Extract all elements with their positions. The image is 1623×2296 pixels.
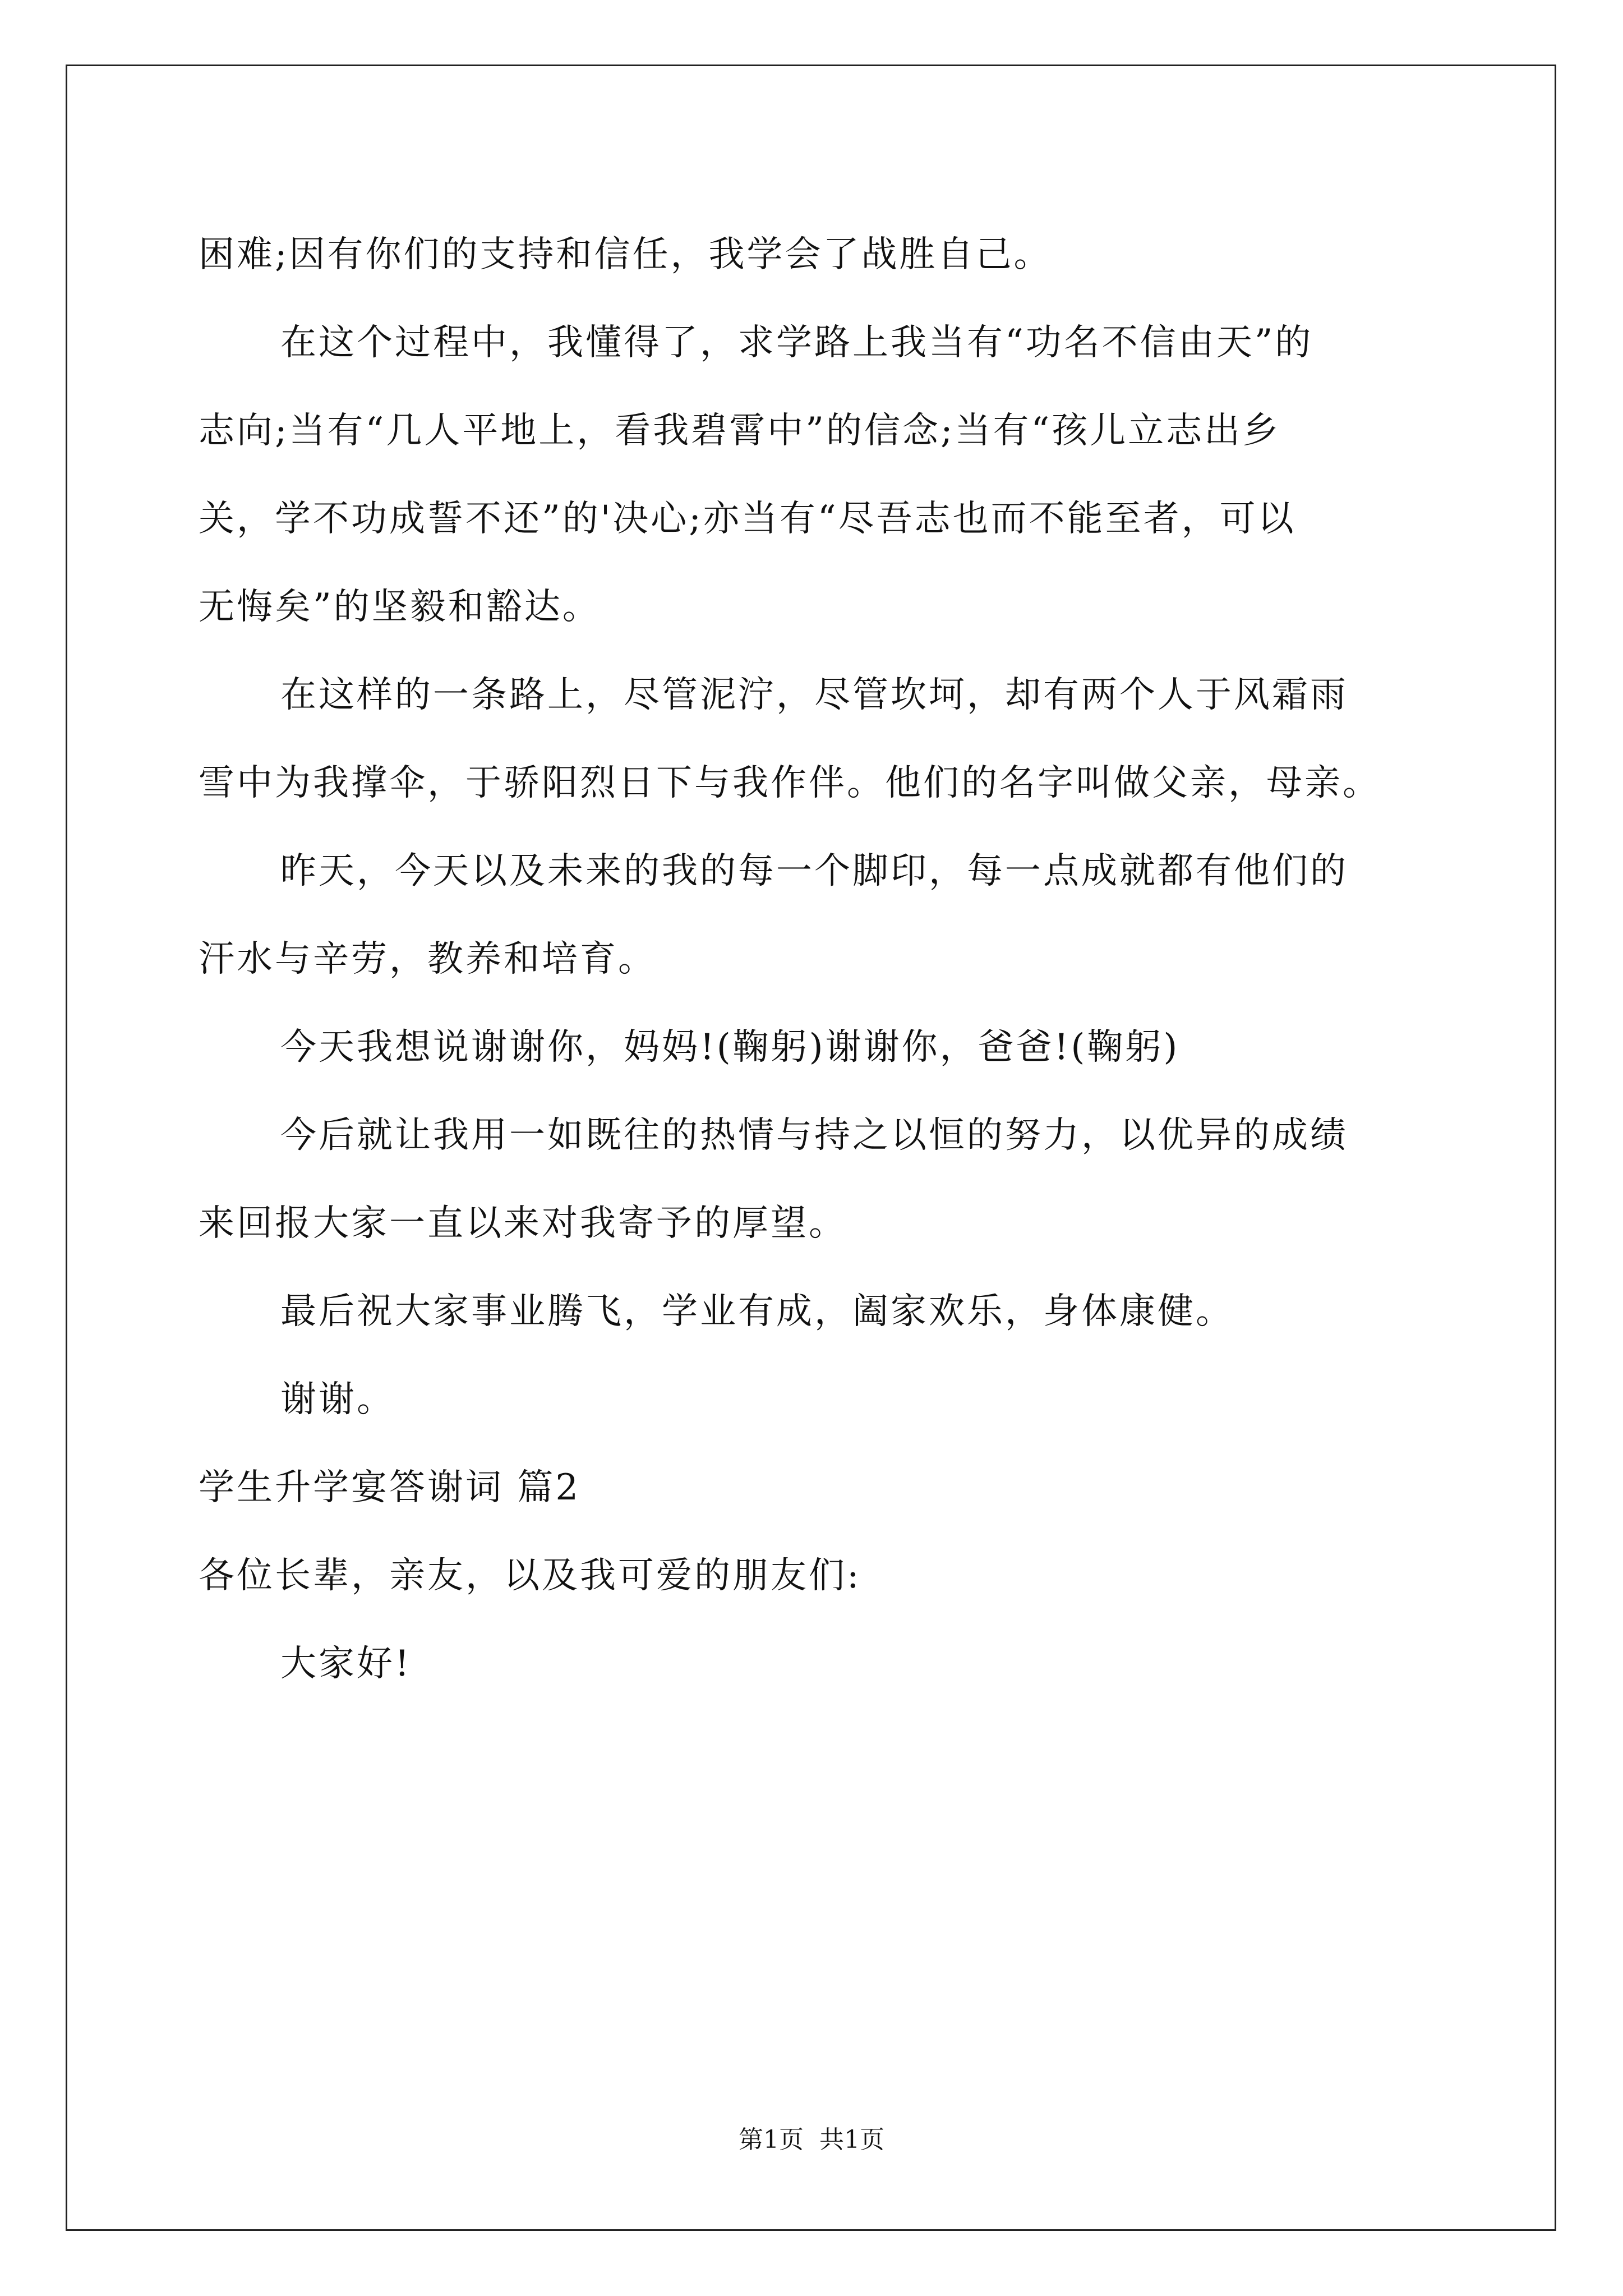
document-body — [199, 211, 1432, 1708]
paragraph-line: 昨天，今天以及未来的我的每一个脚印，每一点成就都有他们的 — [280, 850, 1348, 892]
paragraph-line: 志向;当有“几人平地上，看我碧霄中”的信念;当有“孩儿立志出乡 — [199, 410, 1281, 452]
paragraph-line: 关，学不功成誓不还”的'决心;亦当有“尽吾志也而不能至者，可以 — [199, 498, 1296, 540]
paragraph-line: 来回报大家一直以来对我寄予的厚望。 — [199, 1203, 847, 1244]
paragraph-line: 今后就让我用一如既往的热情与持之以恒的努力，以优异的成绩 — [280, 1115, 1348, 1156]
paragraph-line: 最后祝大家事业腾飞，学业有成，阖家欢乐，身体康健。 — [280, 1291, 1234, 1332]
paragraph-line: 今天我想说谢谢你，妈妈!(鞠躬)谢谢你，爸爸!(鞠躬) — [280, 1027, 1180, 1068]
paragraph-line: 在这个过程中，我懂得了，求学路上我当有“功名不信由天”的 — [280, 322, 1313, 364]
paragraph-line: 谢谢。 — [280, 1379, 395, 1420]
paragraph-line: 无悔矣”的坚毅和豁达。 — [199, 586, 601, 628]
page-footer: 第1页 共1页 — [739, 2125, 884, 2154]
paragraph-line: 汗水与辛劳，教养和培育。 — [199, 938, 656, 980]
paragraph-line: 大家好! — [280, 1643, 412, 1685]
paragraph-line: 在这样的一条路上，尽管泥泞，尽管坎坷，却有两个人于风霜雨 — [280, 674, 1348, 716]
paragraph-line: 各位长辈，亲友，以及我可爱的朋友们: — [199, 1555, 861, 1596]
paragraph-line: 学生升学宴答谢词 篇2 — [199, 1467, 581, 1508]
paragraph-line: 困难;因有你们的支持和信任，我学会了战胜自己。 — [199, 234, 1052, 275]
paragraph-line: 雪中为我撑伞，于骄阳烈日下与我作伴。他们的名字叫做父亲，母亲。 — [199, 762, 1381, 804]
